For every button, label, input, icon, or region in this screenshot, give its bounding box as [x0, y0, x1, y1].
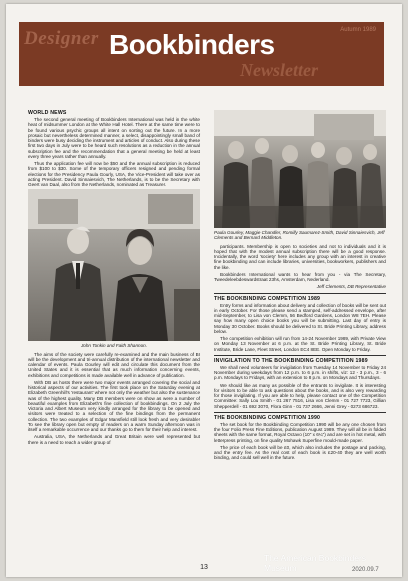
right-column — [214, 110, 386, 463]
world-news-paragraph: Thus the application fee will now be $50 and the annual subscription is reduced from $100 to $30. Some of the temporary officers resigned and pending formal elections for the Presidency Paula Gourly, USA, the Vice-President will take over as acting President. David Sinnaiesvich, The Netherlands, is to be the Secretary with Geert van Daal, also from the Netherlands, nominated as Treasurer. — [28, 161, 200, 187]
photo-caption: John Tonkin and Faith Shannon. — [81, 343, 147, 349]
aims-paragraph: The aims of the society were carefully re-examined and the main business of BI will be the development and tri-annual distribution of the international newsletter and calendar of events. Paula Gourley will edit and circulate this document from the United States and it is essential that as much information concerning events, exhibitions and competitions is made available well in advance of publication. — [28, 351, 200, 378]
museum-watermark: The American Bookbinders Museum — [264, 553, 367, 573]
competition-1990-heading: THE BOOKBINDING COMPETITION 1990 — [214, 414, 321, 421]
section-divider — [214, 355, 386, 356]
masthead-issue: Autumn 1989 — [340, 27, 376, 33]
membership-paragraph: Australia, USA, the Netherlands and Great Britain were well represented but there is a need to reach a wider group of — [28, 434, 200, 445]
invigilation-heading: INVIGILATION TO THE BOOKBINDING COMPETITION 1989 — [214, 357, 368, 364]
photo-group-meeting — [214, 110, 386, 228]
world-news-heading: WORLD NEWS — [28, 110, 67, 116]
newsletter-page — [6, 4, 402, 577]
membership-continued-paragraph: participants. Membership is open to societies and not to individuals and it is hoped that with the modest annual subscription there will be a good response. Incidentally, the word 'society' here includes any group with an interest in creative fine bookbinding and can include libraries, universities, bookworkers, publishers and the like. — [214, 243, 386, 270]
price-paragraph: The price of each book will be £0, which also includes the postage and packing, and the entry fee. As the real cost of each book is £20-40 they are well worth binding, and could sell well in the future. — [214, 444, 386, 461]
committee-paragraph: We should like as many as possible of the entrants to invigilate. It is interesting for visitors to be able to ask questions about the books, and is also very rewarding for those invigilating. If you are able to help, please contact one of the Competition Committee: Sally Lou Smith - 01 267 7516, Lisa von Clemm - 01 727 7723, Gillian Shepperdell - 01 692 3070, Flora Ginn - 01 737 2666, Jenni Grey - 0273 686723. — [214, 382, 386, 409]
section-divider — [214, 293, 386, 294]
masthead-banner — [19, 22, 384, 86]
events-paragraph: With DB as hosts there were two major events arranged covering the social and historical aspects of our activities. The first took place on the Saturday evening at Elizabeth Greenhill's 'restaurant' where not only the weather but also the sustenance was of the highest quality. Many DB members were on show as were a number of beautiful examples from Elizabeth's fine collection of bookbindings. On 2 July the Victoria and Albert Museum very kindly arranged for the library to be opened and visitors were treated to a selection of the fine bindings from the permanent collection. The two examples of Edgar Mansfield still look fresh and very desirable! To see the library open but empty of readers on a warm Sunday afternoon was in itself a remarkable occurrence and our thanks go to them for their help and interest. — [28, 379, 200, 433]
masthead-designer: Designer — [24, 28, 99, 49]
photo-tonkin-shannon — [28, 189, 200, 341]
left-column — [28, 110, 200, 447]
masthead-title: Bookbinders — [109, 29, 275, 60]
entry-forms-paragraph: Entry forms and information about delivery and collection of books will be sent out in early October. For those please send a stamped, self-addressed envelope, after mid-September, to Lisa von Clemm, 56 Bedford Gardens, London W8 7EH. Please say how many open choice books you will be submitting. Last day of entry is Monday 30 October. Books should be delivered to St. Bride Printing Library, address below. — [214, 302, 386, 334]
world-news-paragraph: The second general meeting of Bookbinders International was held in the white heat of midsummer London at the White Hall Hotel. There at the same time were to be found various psychic groups all intent on sorting out the future. In a more prosaic but nevertheless determined manner, a select, disappointingly small band of binders were busy deciding the instrument and articles of conduct. Also during these first two days in July were to be heard such resolutions as a reduction in the annual subscription fee and the recommendation that a general meeting be held at least every three years rather than annually. — [28, 117, 200, 159]
contact-paragraph: Bookbinders International wants to hear from you - via The Secretary, Tweedeleebdeswardstraat 23hs, Amsterdam, Nederland. — [214, 271, 386, 283]
page-number: 13 — [200, 564, 208, 571]
photo-caption: Paula Gourley, Maggie Chandler, Romilly Saumarez-Smith, David Sinnaiesvich, Jeff Clements and Bernard Middleton. — [214, 230, 385, 241]
volunteers-paragraph: We shall need volunteers for invigilation from Tuesday 14 November to Friday 24 November during weekdays from 12 p.m. to 6 p.m. in shifts, viz: 12 - 3 p.m., 3 - 6 p.m. Mondays to Fridays, with an extension to 8 p.m. on Mondays and Thursdays. — [214, 364, 386, 381]
exhibition-paragraph: The competition exhibition will run from 14-24 November 1989, with Private View on Monday 13 November at 6 p.m. at the St. Bride Printing Library, St. Bride Institute, Bride Lane, Fleet Street, London EC4 8EE. Open Monday to Friday. — [214, 336, 386, 352]
set-book-paragraph: The set book for the Bookbinding Competition 1990 will be any one chosen from the four Folio Press Fine Editions, publication August 1989. They will all be in folded sheets with the same format, Royal Octavo (10" x 6¼") and are set in hot metal, with letterpress printing, on fine quality Mohawk Superfine mould-made paper. — [214, 421, 386, 443]
section-divider — [214, 412, 386, 413]
author-signature: Jeff Clements, DB Representative — [316, 284, 386, 290]
competition-1989-heading: THE BOOKBINDING COMPETITION 1989 — [214, 295, 321, 302]
masthead-newsletter: Newsletter — [240, 60, 318, 80]
accession-number: 2020.09.7 — [352, 567, 379, 573]
